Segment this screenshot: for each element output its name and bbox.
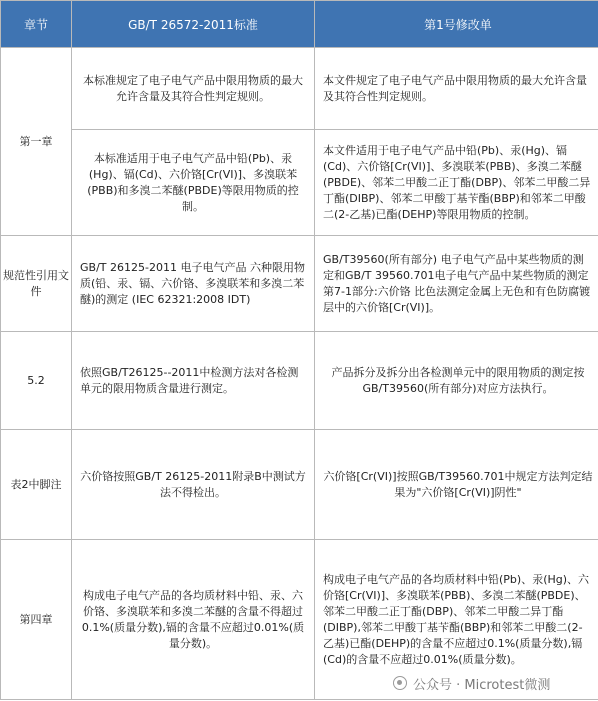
- chapter-cell: 第一章: [1, 48, 72, 236]
- amendment-text: 本文件规定了电子电气产品中限用物质的最大允许含量及其符合性判定规则。: [323, 73, 587, 103]
- table-row: [1, 48, 598, 130]
- chapter-cell: 规范性引用文件: [1, 236, 72, 332]
- original-text: 本标准适用于电子电气产品中铅(Pb)、汞(Hg)、镉(Cd)、六价铬[Cr(VI)]、多溴联苯(PBB)和多溴二苯醚(PBDE)等限用物质的控制。: [87, 151, 299, 213]
- amendment-text: 六价铬[Cr(VI)]按照GB/T39560.701中规定方法判定结果为"六价铬[Cr(VI)]阴性": [323, 469, 593, 499]
- chapter-cell: 表2中脚注: [1, 430, 72, 540]
- original-text: 六价铬按照GB/T 26125-2011附录B中测试方法不得检出。: [80, 469, 306, 499]
- wechat-logo-icon: [393, 676, 407, 690]
- watermark: [393, 672, 550, 694]
- amendment-text: 构成电子电气产品的各均质材料中铅(Pb)、汞(Hg)、六价铬[Cr(VI)]、多溴联苯(PBB)、多溴二苯醚(PBDE)、邻苯二甲酸二正丁酯(DBP)、邻苯二甲酸二异丁酯(DIBP),邻苯二甲酸丁基苄酯(BBP)和邻苯二甲酸二(2-乙基)已酯(DEHP)的含量不应超过0.1%(质量分数),镉(Cd)的含量不应超过0.01%(质量分数)。: [323, 572, 590, 666]
- header-row: [1, 1, 598, 48]
- amendment-text: 本文件适用于电子电气产品中铅(Pb)、汞(Hg)、镉(Cd)、六价铬[Cr(VI)]、多溴联苯(PBB)、多溴二苯醚(PBDE)、邻苯二甲酸二正丁酯(DBP)、邻苯二甲酸二异丁酯(DIBP)、邻苯二甲酸丁基苄酯(BBP)和邻苯二甲酸二(2-乙基)已酯(DEHP)等限用物质的控制。: [323, 143, 591, 221]
- table-row: [1, 236, 598, 332]
- table-row: [1, 130, 598, 236]
- header-original-standard: GB/T 26572-2011标准: [72, 1, 315, 48]
- amendment-text: 产品拆分及拆分出各检测单元中的限用物质的测定按GB/T39560(所有部分)对应方法执行。: [331, 365, 585, 395]
- header-amendment: 第1号修改单: [315, 1, 598, 48]
- table-row: [1, 332, 598, 430]
- original-text: 本标准规定了电子电气产品中限用物质的最大允许含量及其符合性判定规则。: [83, 73, 303, 103]
- watermark-text: 公众号 · Microtest微测: [413, 677, 551, 693]
- original-text: GB/T 26125-2011 电子电气产品 六种限用物质(铅、汞、镉、六价铬、多溴联苯和多溴二苯醚)的测定 (IEC 62321:2008 IDT): [80, 260, 305, 306]
- header-chapter: 章节: [1, 1, 72, 48]
- chapter-cell: 5.2: [1, 332, 72, 430]
- original-text: 构成电子电气产品的各均质材料中铅、汞、六价铬、多溴联苯和多溴二苯醚的含量不得超过0.1%(质量分数),镉的含量不应超过0.01%(质量分数)。: [81, 588, 305, 650]
- amendment-text: GB/T39560(所有部分) 电子电气产品中某些物质的测定和GB/T 39560.701电子电气产品中某些物质的测定 第7-1部分:六价铬 比色法测定金属上无色和有色防腐镀层中的六价铬[Cr(VI)]。: [323, 252, 591, 314]
- chapter-cell: 第四章: [1, 540, 72, 700]
- original-text: 依照GB/T26125--2011中检测方法对各检测单元的限用物质含量进行测定。: [80, 365, 299, 395]
- table-row: [1, 430, 598, 540]
